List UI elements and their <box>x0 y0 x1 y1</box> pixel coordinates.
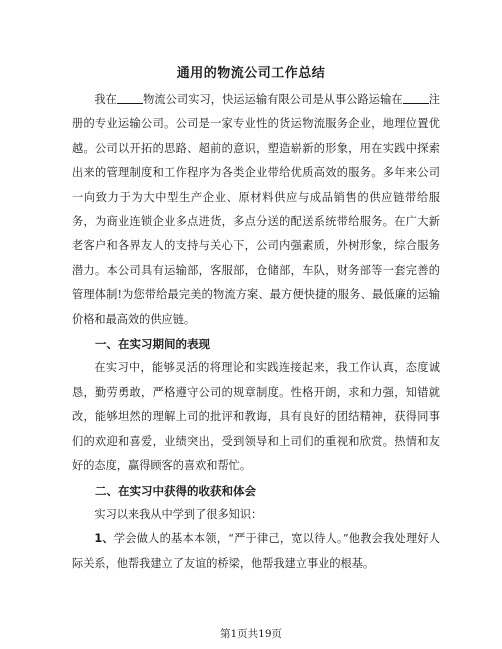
document-body <box>72 88 440 576</box>
gains-item-1 <box>72 527 440 576</box>
gains-intro-paragraph: 实习以来我从中学到了很多知识： <box>94 507 263 521</box>
page-footer: 第1页共19页 <box>219 628 283 640</box>
intro-paragraph <box>72 88 440 332</box>
intro-text-end: 注册的专业运输公司。公司是一家专业性的货运物流服务企业，地理位置优越。公司以开拓的思路、超前的意识，塑造崭新的形象，用在实践中探索出来的管理制度和工作程序为各类企业带给优质高效的服务。多年来公司一向致力于为大中型生产企业、原材料供应与成品销售的供应链带给服务，为商业连锁企业多点进货，多点分送的配送系统带给服务。在广大新老客户和各界友人的支持与关心下，公司内强素质，外树形象，综合服务潜力。本公司具有运输部，客服部，仓储部，车队，财务部等一套完善的管理体制!为您带给最完美的物流方案、最方便快捷的服务、最低廉的运输价格和最高效的供应链。 <box>72 93 440 326</box>
performance-paragraph: 在实习中，能够灵活的将理论和实践连接起来，我工作认真，态度诚恳，勤劳勇敢，严格遵守公司的规章制度。性格开朗，求和力强，知错就改，能够坦然的理解上司的批评和教诲，具有良好的团结精神，获得同事们的欢迎和喜爱，业绩突出，受到领导和上司们的重视和欣赏。热情和友好的态度，赢得顾客的喜欢和帮忙。 <box>72 361 440 473</box>
item-number: 1、 <box>94 532 114 546</box>
section-heading-gains: 二、在实习中获得的收获和体会 <box>95 483 256 498</box>
section-heading-performance: 一、在实习期间的表现 <box>95 337 210 352</box>
item-text: 学会做人的基本本领，“严于律己，宽以待人。”他教会我处理好人际关系，他帮我建立了友谊的桥梁，他帮我建立事业的根基。 <box>72 532 440 570</box>
document-title: 通用的物流公司工作总结 <box>176 66 326 81</box>
intro-text-start: 我在 <box>94 93 117 106</box>
intro-text-middle: 物流公司实习，快运运输有限公司是从事公路运输在 <box>142 93 403 106</box>
fill-blank <box>403 91 429 104</box>
fill-blank <box>117 91 143 104</box>
